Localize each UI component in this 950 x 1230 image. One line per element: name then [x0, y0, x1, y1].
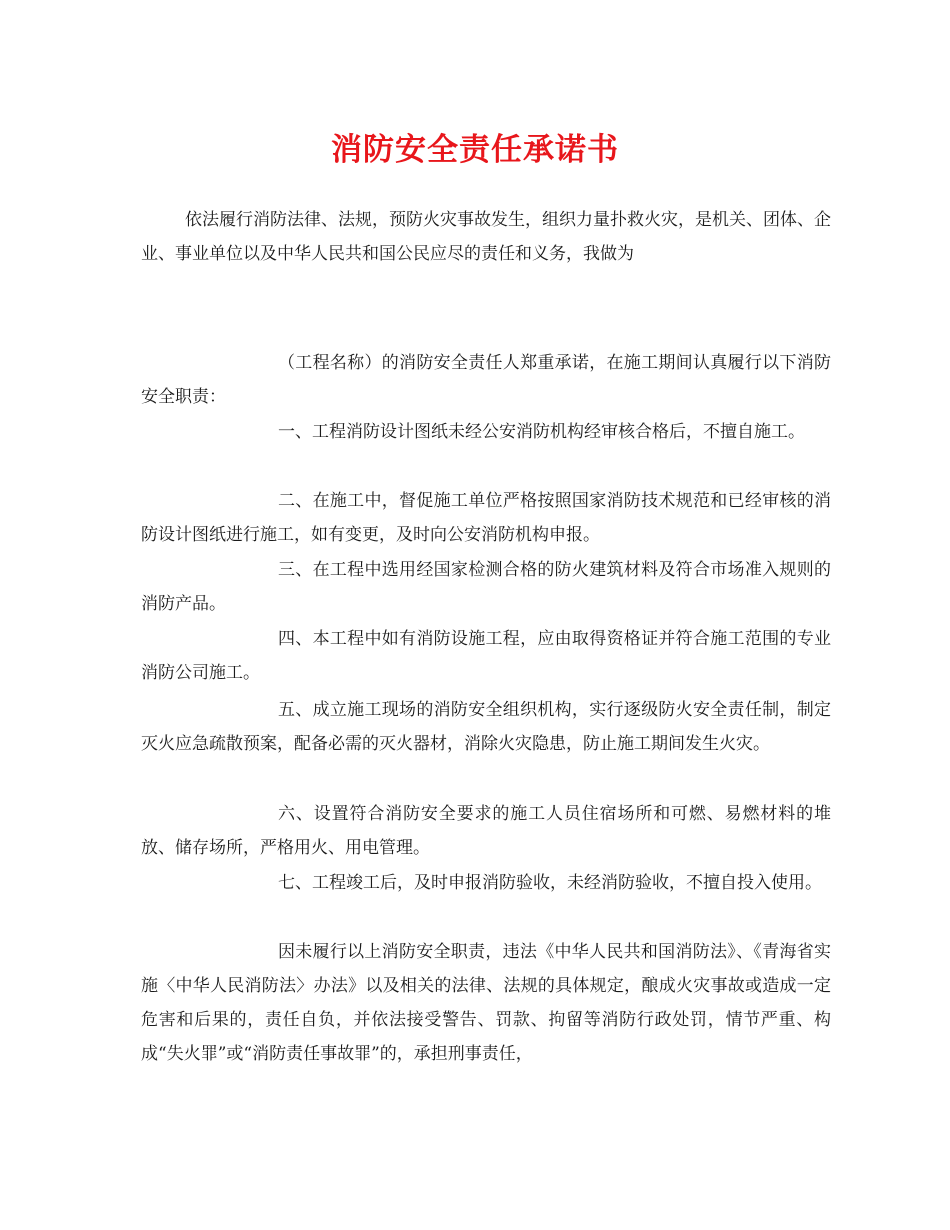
commitment-paragraph: （工程名称）的消防安全责任人郑重承诺，在施工期间认真履行以下消防安全职责：	[141, 353, 831, 407]
duty-item-7: 七、工程竣工后，及时申报消防验收，未经消防验收，不擅自投入使用。	[278, 873, 822, 893]
closing-paragraph: 因未履行以上消防安全职责，违法《中华人民共和国消防法》、《青海省实施〈中华人民消防法〉办法》以及相关的法律、法规的具体规定，酿成火灾事故或造成一定危害和后果的，责任自负，并依法接受警告、罚款、拘留等消防行政处罚，情节严重、构成“失火罪”或“消防责任事故罪”的，承担刑事责任，	[141, 942, 831, 1064]
duty-item-2: 二、在施工中，督促施工单位严格按照国家消防技术规范和已经审核的消防设计图纸进行施工，如有变更，及时向公安消防机构申报。	[141, 491, 831, 545]
intro-paragraph: 依法履行消防法律、法规，预防火灾事故发生，组织力量扑救火灾，是机关、团体、企业、事业单位以及中华人民共和国公民应尽的责任和义务，我做为	[141, 210, 831, 264]
duty-item-5: 五、成立施工现场的消防安全组织机构，实行逐级防火安全责任制，制定灭火应急疏散预案，配备必需的灭火器材，消除火灾隐患，防止施工期间发生火灾。	[141, 700, 831, 754]
duty-item-1: 一、工程消防设计图纸未经公安消防机构经审核合格后，不擅自施工。	[278, 422, 805, 442]
duty-item-4: 四、本工程中如有消防设施工程，应由取得资格证并符合施工范围的专业消防公司施工。	[141, 629, 831, 683]
blank-fill-line	[141, 289, 271, 290]
duty-item-6: 六、设置符合消防安全要求的施工人员住宿场所和可燃、易燃材料的堆放、储存场所，严格用火、用电管理。	[141, 804, 831, 858]
duty-item-3: 三、在工程中选用经国家检测合格的防火建筑材料及符合市场准入规则的消防产品。	[141, 560, 831, 614]
document-title: 消防安全责任承诺书	[331, 132, 619, 168]
